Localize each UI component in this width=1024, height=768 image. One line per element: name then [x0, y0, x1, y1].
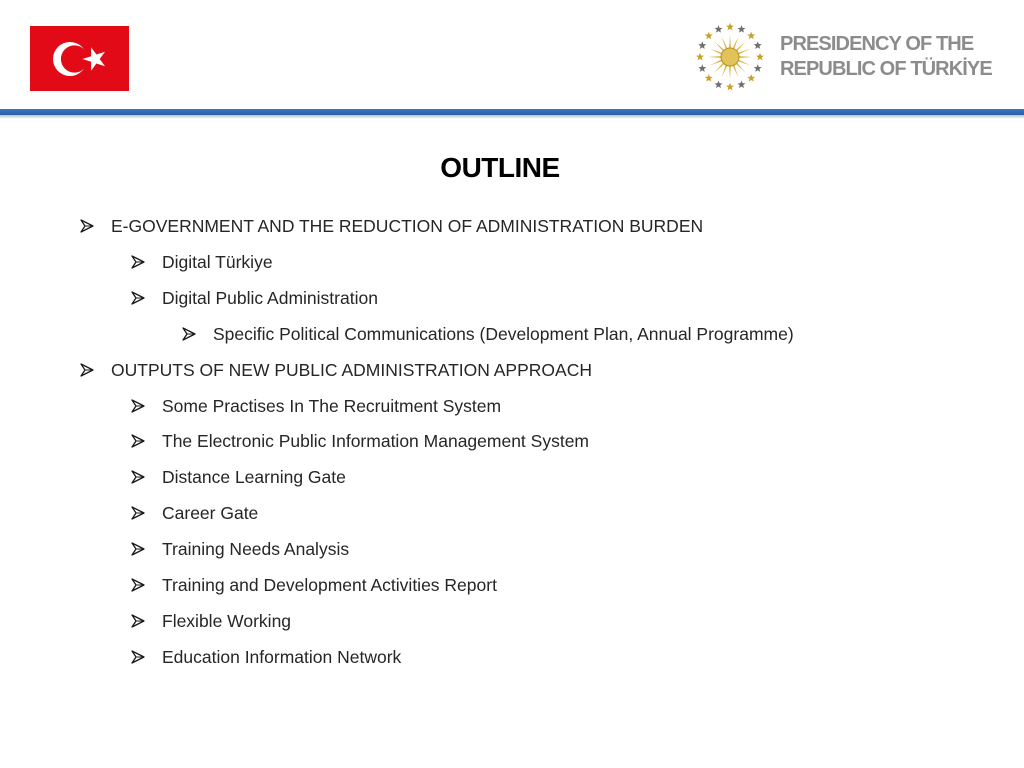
arrowhead-bullet-icon	[131, 506, 145, 520]
outline-item-text: Career Gate	[162, 503, 259, 524]
outline-item-level-2	[162, 574, 497, 596]
outline-item-text: Some Practises In The Recruitment System	[162, 395, 502, 416]
outline-item-text: Education Information Network	[162, 646, 402, 667]
arrowhead-bullet-icon	[80, 363, 94, 377]
outline-item-level-2	[162, 538, 349, 560]
outline-item-level-2	[162, 646, 401, 668]
arrowhead-bullet-icon	[182, 327, 196, 341]
arrowhead-bullet-icon	[131, 578, 145, 592]
outline-item-level-3	[213, 323, 794, 345]
outline-item-text: Distance Learning Gate	[162, 467, 346, 488]
outline-item-text: Digital Public Administration	[162, 287, 378, 308]
presidential-seal-icon	[695, 22, 765, 92]
arrowhead-bullet-icon	[131, 614, 145, 628]
outline-item-text: Training and Development Activities Report	[162, 575, 497, 595]
outline-item-text: The Electronic Public Information Management System	[162, 431, 589, 452]
outline-item-text: Digital Türkiye	[162, 251, 273, 272]
outline-item-level-2	[162, 395, 501, 417]
outline-item-level-2	[162, 610, 291, 632]
outline-item-text: Flexible Working	[162, 610, 292, 631]
arrowhead-bullet-icon	[131, 650, 145, 664]
arrowhead-bullet-icon	[131, 291, 145, 305]
turkish-flag-icon	[30, 26, 129, 91]
header-divider-shadow	[0, 115, 1024, 119]
outline-item-text: E-GOVERNMENT AND THE REDUCTION OF ADMINISTRATION BURDEN	[111, 216, 704, 236]
outline-item-level-1	[111, 215, 703, 237]
outline-item-level-2	[162, 466, 346, 488]
arrowhead-bullet-icon	[131, 470, 145, 484]
arrowhead-bullet-icon	[131, 434, 145, 448]
outline-item-level-1	[111, 359, 592, 381]
arrowhead-bullet-icon	[131, 399, 145, 413]
outline-item-level-2	[162, 502, 258, 524]
outline-item-text: Training Needs Analysis	[162, 539, 350, 560]
presidency-line-1: PRESIDENCY OF THE	[780, 33, 974, 55]
arrowhead-bullet-icon	[80, 219, 94, 233]
presidency-line-2: REPUBLIC OF TÜRKİYE	[780, 58, 992, 80]
outline-item-level-2	[162, 251, 273, 273]
outline-item-text: Specific Political Communications (Development Plan, Annual Programme)	[213, 323, 794, 344]
outline-item-level-2	[162, 430, 589, 452]
slide-title: OUTLINE	[440, 152, 560, 183]
outline-item-level-2	[162, 287, 378, 309]
outline-item-text: OUTPUTS OF NEW PUBLIC ADMINISTRATION APPROACH	[111, 359, 592, 380]
arrowhead-bullet-icon	[131, 542, 145, 556]
presidency-logo-text	[780, 32, 992, 82]
arrowhead-bullet-icon	[131, 255, 145, 269]
